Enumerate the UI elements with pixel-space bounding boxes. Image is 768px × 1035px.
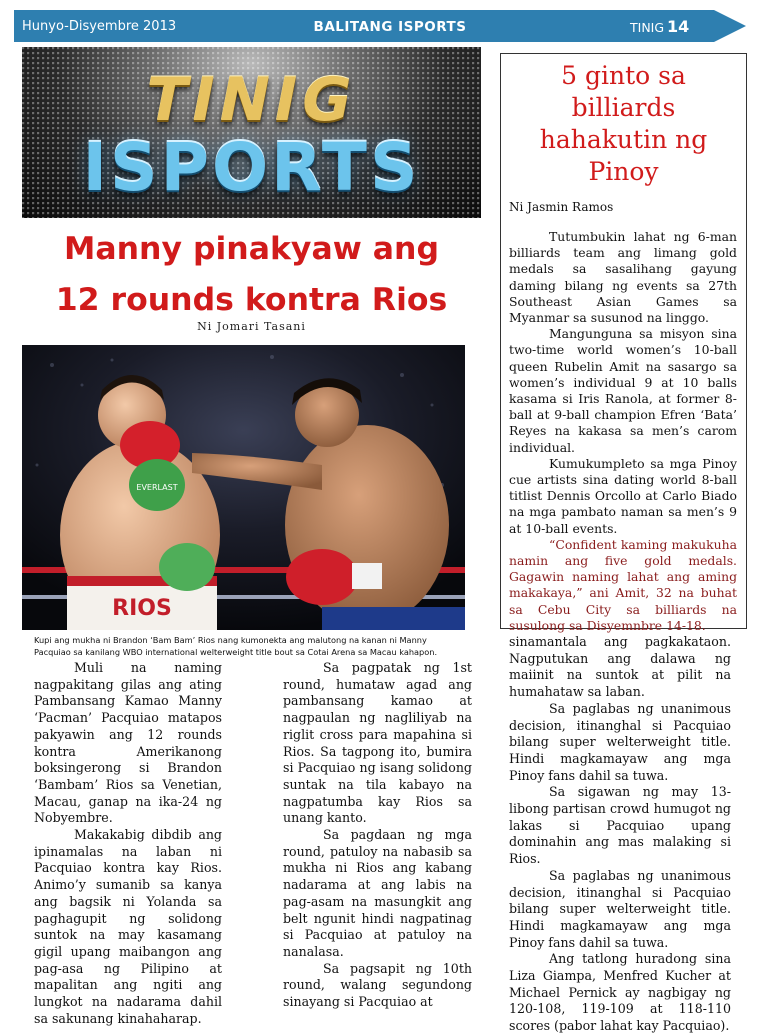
main-article-paragraph: Sa paglabas ng unanimous decision, itinanghal si Pacquiao bilang super welterweight title. Hindi magkamayaw ang mga Pinoy fans dahil sa tuwa. <box>509 700 731 783</box>
logo-word-tinig: TINIG <box>146 65 357 135</box>
side-headline-line1: 5 ginto sa <box>561 61 686 90</box>
side-article-paragraph: Kumukumpleto sa mga Pinoy cue artists sina dating world 8-ball titlist Dennis Orcollo at Carlo Biado na mga pambato naman sa men’s 9 at 10-ball events. <box>509 455 737 536</box>
main-headline-line1: Manny pinakyaw ang <box>63 231 440 267</box>
side-headline-line2: billiards <box>571 93 676 122</box>
main-byline: Ni Jomari Tasani <box>197 320 306 333</box>
main-article-paragraph: Sa sigawan ng may 13-libong partisan crowd humugot ng lakas si Pacquiao upang dominahin ang mas malaking si Rios. <box>509 784 731 867</box>
main-article-paragraph: Sa pagsapit ng 10th round, walang segundong sinayang si Pacquiao at <box>283 960 472 1010</box>
side-byline: Ni Jasmin Ramos <box>509 200 614 214</box>
main-headline <box>22 224 481 326</box>
boxing-photo <box>22 345 465 630</box>
main-article-paragraph: Ang tatlong huradong sina Liza Giampa, Menfred Kucher at Michael Pernick ay nagbigay ng 120-108, 119-109 at 118-110 scores (pabor lahat kay Pacquiao). <box>509 951 731 1034</box>
main-article-paragraph: Sa pagpatak ng 1st round, humataw agad ang pambansang kamao at nagpaulan ng nagliliyab na riglit cross para mapahina si Rios. Sa tagpong ito, bumira si Pacquiao ng isang solidong suntak na tila kabayo na nagpatumba kay Rios sa unang kanto. <box>283 660 472 826</box>
page-number-value: 14 <box>667 17 690 36</box>
side-article-paragraph: Mangunguna sa misyon sina two-time world women’s 10-ball queen Rubelin Amit na sasargo sa women’s individual 9 at 10 balls kasama si Iris Ranola, at former 8-ball at 9-ball champion Efren ‘Bata’ Reyes na kakasa sa men’s carom individual. <box>509 326 737 455</box>
glove-brand-text: EVERLAST <box>136 483 178 492</box>
main-article-column-3 <box>509 634 731 1035</box>
header-arrow <box>714 10 746 42</box>
side-headline-line3: hahakutin ng <box>539 125 708 154</box>
main-article-column-1 <box>34 660 222 1027</box>
issue-date: Hunyo-Disyembre 2013 <box>22 19 177 34</box>
main-headline-line2: 12 rounds kontra Rios <box>55 282 448 318</box>
page-number <box>630 10 689 42</box>
main-article-paragraph: sinamantala ang pagkakataon. Nagputukan ang dalawa ng maiinit na suntok at pilit na humahataw sa laban. <box>509 634 731 700</box>
rios-trunks-text: RIOS <box>112 596 172 621</box>
boxing-photo-illustration <box>22 345 465 630</box>
side-article-quote: “Confident kaming makukuha namin ang five gold medals. Gagawin naming lahat ang aming makakaya,” ani Amit, 32 na buhat sa Cebu City sa billiards na susulong sa Disyemnbre 14-18. <box>509 536 737 633</box>
main-article-paragraph: Sa paglabas ng unanimous decision, itinanghal si Pacquiao bilang super welterweight title. Hindi magkamayaw ang mga Pinoy fans dahil sa tuwa. <box>509 867 731 950</box>
main-article-column-2 <box>283 660 472 1011</box>
side-headline <box>500 60 747 188</box>
logo-word-isports: ISPORTS <box>82 129 421 206</box>
side-article-body <box>509 229 737 634</box>
main-article-paragraph: Makakabig dibdib ang ipinamalas na laban ni Pacquiao kontra kay Rios. Animo’y sumanib sa kanya ang bagsik ni Yolanda sa paghagupit ng solidong suntok na may kasamang gigil upang maibangon ang pag-asa ng Pilipino at mapalitan ang ngiti ang lungkot na nadarama dahil sa sakunang kinahaharap. <box>34 827 222 1026</box>
section-logo <box>22 47 481 218</box>
main-article-paragraph: Sa pagdaan ng mga round, patuloy na nabasib sa mukha ni Rios ang kabang nadarama at ang labis na pag-asam na masungkit ang belt ngunit hindi nagpatinag si Pacquiao at patuloy na nanalasa. <box>283 827 472 959</box>
photo-caption: Kupi ang mukha ni Brandon ‘Bam Bam’ Rios nang kumonekta ang malutong na kanan ni Manny Pacquiao sa kanilang WBO international welterweight title bout sa Cotai Arena sa Macau kahapon. <box>34 635 438 657</box>
section-title: BALITANG ISPORTS <box>313 19 467 35</box>
side-headline-line4: Pinoy <box>588 157 659 186</box>
page-label: TINIG <box>630 20 665 35</box>
main-article-paragraph: Muli na naming nagpakitang gilas ang ating Pambansang Kamao Manny ‘Pacman’ Pacquiao matapos pakyawin ang 12 rounds kontra Amerikanong boksingerong si Brandon ‘Bambam’ Rios sa Venetian, Macau, ganap na ika-24 ng Nobyembre. <box>34 660 222 826</box>
side-article-paragraph: Tutumbukin lahat ng 6-man billiards team ang limang gold medals sa sasalihang gayung daming bilang ng events sa 27th Southeast Asian Games sa Myanmar sa susunod na linggo. <box>509 229 737 326</box>
